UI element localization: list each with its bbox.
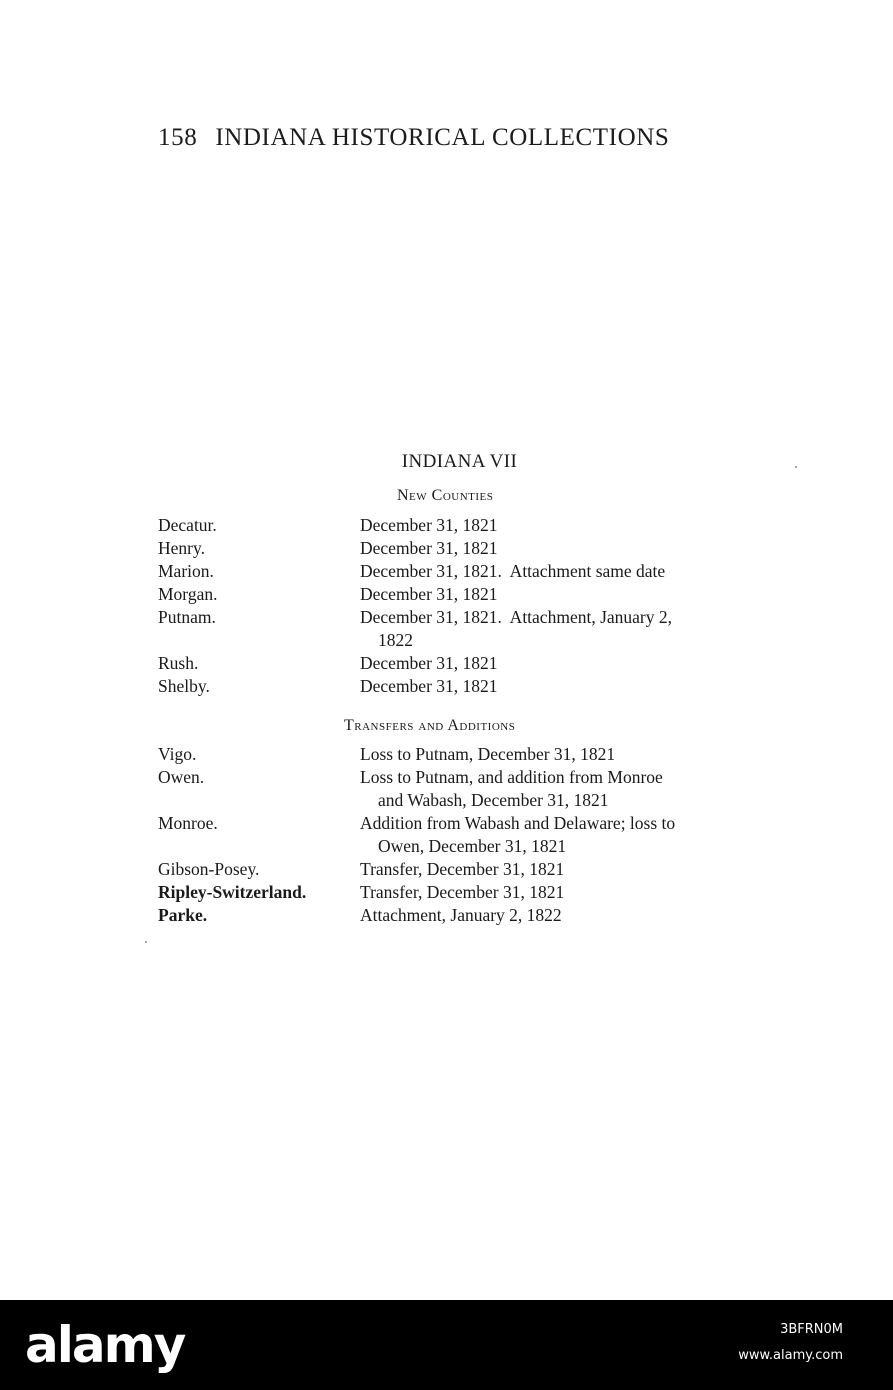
county-entry <box>360 560 780 583</box>
entry-line-continued: Owen, December 31, 1821 <box>378 836 567 856</box>
county-name: Gibson-Posey. <box>158 859 260 879</box>
county-entry <box>360 881 780 904</box>
watermark-image-id: 3BFRN0M <box>780 1322 843 1337</box>
entry-line-continued: 1822 <box>378 630 413 650</box>
scan-speck <box>145 941 147 943</box>
entry-line: Addition from Wabash and Delaware; loss to <box>360 813 676 833</box>
county-name: Morgan. <box>158 584 218 604</box>
running-head <box>158 124 669 152</box>
county-name: Rush. <box>158 653 199 673</box>
county-name: Decatur. <box>158 515 217 535</box>
county-entry <box>360 675 780 698</box>
page-number: 158 <box>158 124 198 151</box>
county-entry <box>360 904 780 927</box>
watermark-url: www.alamy.com <box>738 1348 843 1363</box>
county-entry <box>360 583 780 606</box>
scan-speck <box>795 466 797 468</box>
entry-line: Transfer, December 31, 1821 <box>360 882 565 902</box>
watermark-bar <box>0 1300 893 1390</box>
county-name: Henry. <box>158 538 205 558</box>
section-heading-transfers: Transfers and Additions <box>344 717 516 734</box>
county-entry <box>360 514 780 537</box>
county-entry <box>360 858 780 881</box>
entry-line: December 31, 1821. Attachment same date <box>360 561 666 581</box>
county-entry <box>360 766 780 812</box>
entry-line: December 31, 1821 <box>360 584 498 604</box>
entry-line: December 31, 1821 <box>360 538 498 558</box>
county-name: Ripley-Switzerland. <box>158 882 307 902</box>
county-name: Monroe. <box>158 813 218 833</box>
entry-line-continued: and Wabash, December 31, 1821 <box>378 790 609 810</box>
running-head-title: INDIANA HISTORICAL COLLECTIONS <box>215 124 670 151</box>
county-entry <box>360 812 780 858</box>
entry-line: Transfer, December 31, 1821 <box>360 859 565 879</box>
county-name: Putnam. <box>158 607 216 627</box>
section-heading-new-counties: New Counties <box>397 487 494 504</box>
entry-line: Loss to Putnam, and addition from Monroe <box>360 767 663 787</box>
entry-line: December 31, 1821 <box>360 676 498 696</box>
entry-line: Attachment, January 2, 1822 <box>360 905 562 925</box>
entry-line: December 31, 1821 <box>360 653 498 673</box>
county-name: Shelby. <box>158 676 210 696</box>
county-name: Parke. <box>158 905 208 925</box>
county-entry <box>360 606 780 652</box>
document-heading: INDIANA VII <box>401 451 518 472</box>
entry-line: Loss to Putnam, December 31, 1821 <box>360 744 616 764</box>
county-name: Vigo. <box>158 744 197 764</box>
entry-line: December 31, 1821 <box>360 515 498 535</box>
county-entry <box>360 537 780 560</box>
watermark-logo: alamy <box>25 1316 185 1374</box>
county-name: Marion. <box>158 561 214 581</box>
county-entry <box>360 743 780 766</box>
county-entry <box>360 652 780 675</box>
entry-line: December 31, 1821. Attachment, January 2, <box>360 607 672 627</box>
county-name: Owen. <box>158 767 205 787</box>
